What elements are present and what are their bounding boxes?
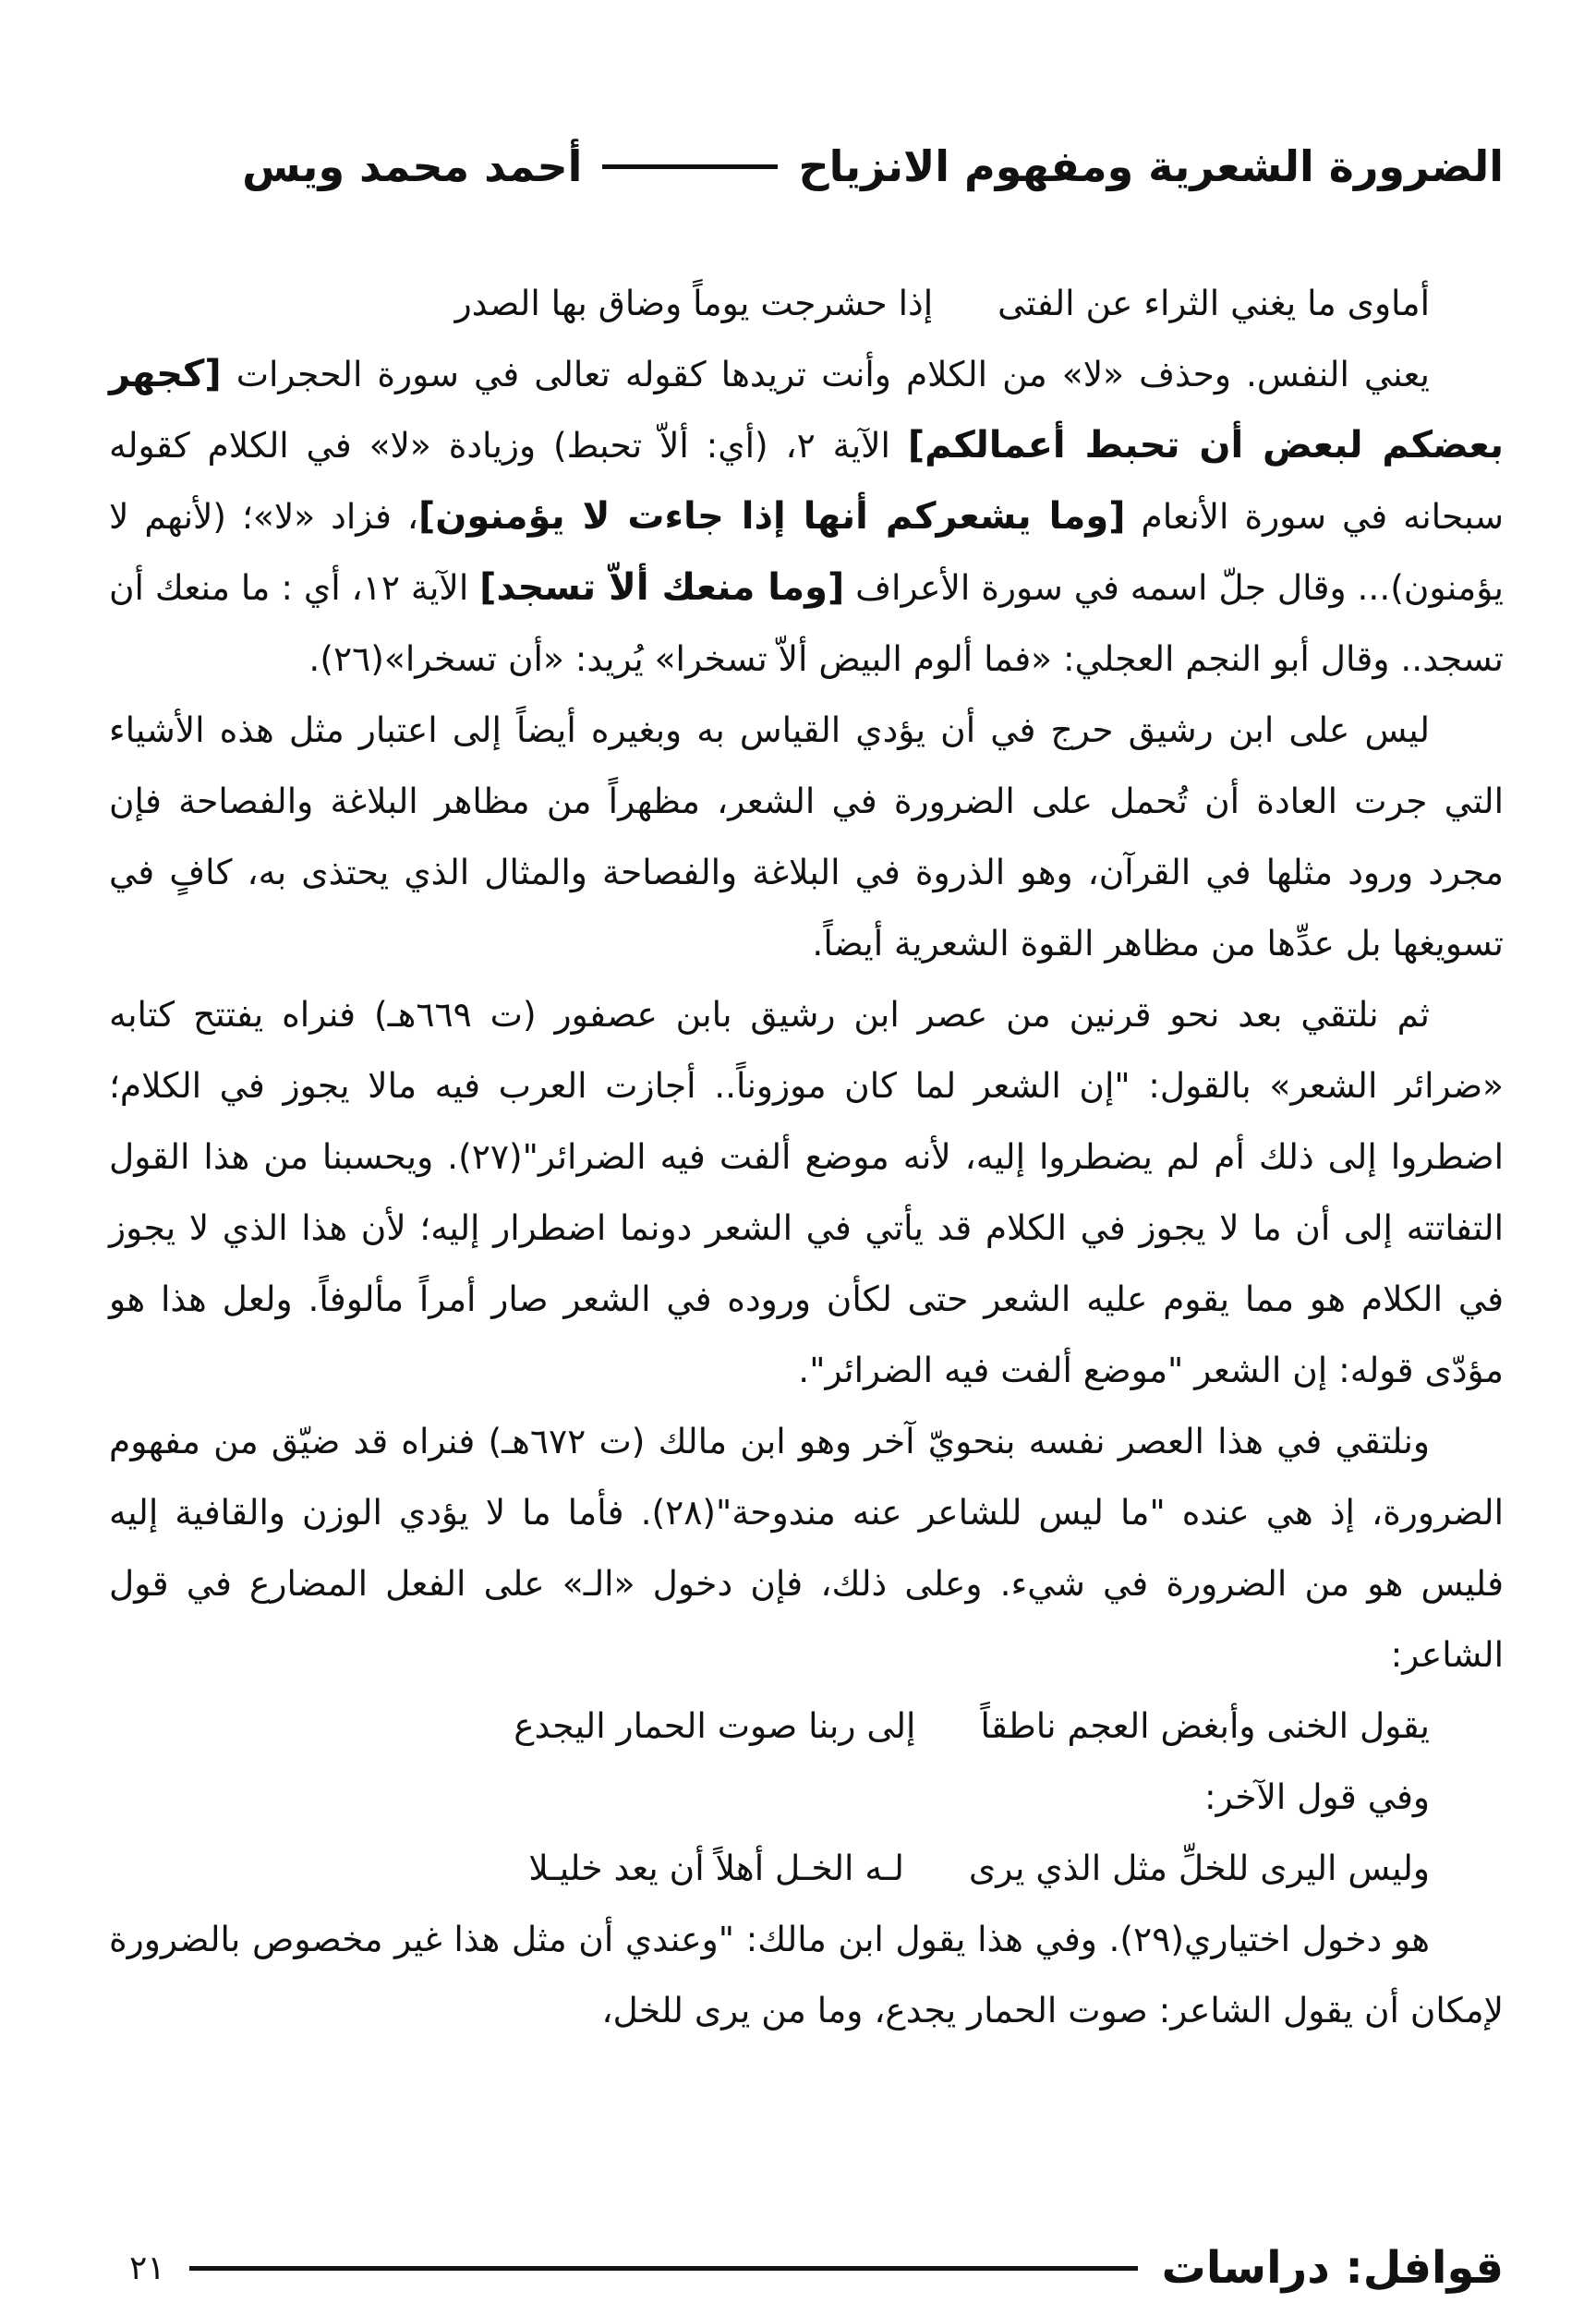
verse-line <box>109 1833 1504 1904</box>
quran-quote: [وما منعك ألاّ تسجد] <box>479 566 845 609</box>
page-number: ٢١ <box>129 2248 165 2287</box>
verse-hemistich-1: وليس اليرى للخلِّ مثل الذي يرى <box>968 1848 1430 1888</box>
paragraph: هو دخول اختياري(٢٩). وفي هذا يقول ابن مالك: "وعندي أن مثل هذا غير مخصوص بالضرورة لإمكان أن يقول الشاعر: صوت الحمار يجدع، وما من يرى للخل، <box>109 1919 1504 2030</box>
verse-line <box>109 268 1504 339</box>
verse-line <box>109 1691 1504 1762</box>
journal-name: قوافل: دراسات <box>1161 2242 1504 2294</box>
paragraph-text: الآية ١٢، أي : ما منعك أن تسجد.. وقال أبو النجم العجلي: «فما ألوم البيض ألاّ تسخرا» يُريد: «أن تسخرا»(٢٦). <box>108 567 1504 679</box>
paragraph-text: ، فزاد «لا»؛ (لأنهم لا يؤمنون)... وقال جلّ اسمه في سورة الأعراف <box>109 496 1504 608</box>
paragraph: ثم نلتقي بعد نحو قرنين من عصر ابن رشيق بابن عصفور (ت ٦٦٩هـ) فنراه يفتتح كتابه «ضرائر الشعر» بالقول: "إن الشعر لما كان موزوناً.. أجازت العرب فيه مالا يجوز في الكلام؛ اضطروا إلى ذلك أم لم يضطروا إليه، لأنه موضع ألفت فيه الضرائر"(٢٧). ويحسبنا من هذا القول التفاتته إلى أن ما لا يجوز في الكلام قد يأتي في الشعر دونما اضطرار إليه؛ لأن هذا الذي لا يجوز في الكلام هو مما يقوم عليه الشعر حتى لكأن وروده في الشعر صار أمراً مألوفاً. ولعل هذا هو مؤدّى قوله: إن الشعر "موضع ألفت فيه الضرائر". <box>109 994 1504 1390</box>
header-rule <box>602 164 778 169</box>
verse-hemistich-1: أماوى ما يغني الثراء عن الفتى <box>998 283 1430 323</box>
footer-rule <box>189 2266 1138 2271</box>
verse-hemistich-2: لـه الخـل أهلاً أن يعد خليـلا <box>528 1848 904 1888</box>
running-header <box>109 134 1504 199</box>
paragraph: ليس على ابن رشيق حرج في أن يؤدي القياس به وبغيره أيضاً إلى اعتبار مثل هذه الأشياء التي جرت العادة أن تُحمل على الضرورة في الشعر، مظهراً من مظاهر البلاغة والفصاحة فإن مجرد ورود مثلها في القرآن، وهو الذروة في البلاغة والفصاحة والمثال الذي يحتذى به، كافٍ في تسويغها بل عدِّها من مظاهر القوة الشعرية أيضاً. <box>109 709 1504 964</box>
paragraph-text: الآية ٢، (أي: ألاّ تحبط) وزيادة «لا» في الكلام كقوله سبحانه في سورة الأنعام <box>109 425 1504 537</box>
paragraph: ونلتقي في هذا العصر نفسه بنحويّ آخر وهو ابن مالك (ت ٦٧٢هـ) فنراه قد ضيّق من مفهوم الضرورة، إذ هي عنده "ما ليس للشاعر عنه مندوحة"(٢٨). فأما ما لا يؤدي الوزن والقافية إليه فليس هو من الضرورة في شيء. وعلى ذلك، فإن دخول «الـ» على الفعل المضارع في قول الشاعر: <box>109 1421 1504 1675</box>
running-footer <box>129 2236 1504 2300</box>
header-title: الضرورة الشعرية ومفهوم الانزياح <box>798 141 1504 191</box>
quran-quote: [وما يشعركم أنها إذا جاءت لا يؤمنون] <box>417 495 1126 538</box>
verse-intro: وفي قول الآخر: <box>1204 1776 1430 1817</box>
verse-hemistich-1: يقول الخنى وأبغض العجم ناطقاً <box>980 1705 1430 1746</box>
article-body <box>109 268 1504 2046</box>
verse-hemistich-2: إذا حشرجت يوماً وضاق بها الصدر <box>454 283 934 323</box>
quran-quote: [كجهر بعضكم لبعض أن تحبط أعمالكم] <box>109 353 1504 467</box>
header-author: أحمد محمد ويس <box>242 141 583 191</box>
verse-hemistich-2: إلى ربنا صوت الحمار اليجدع <box>514 1705 916 1746</box>
paragraph-text: يعني النفس. وحذف «لا» من الكلام وأنت تريدها كقوله تعالى في سورة الحجرات <box>221 354 1430 394</box>
paragraph <box>109 339 1504 695</box>
